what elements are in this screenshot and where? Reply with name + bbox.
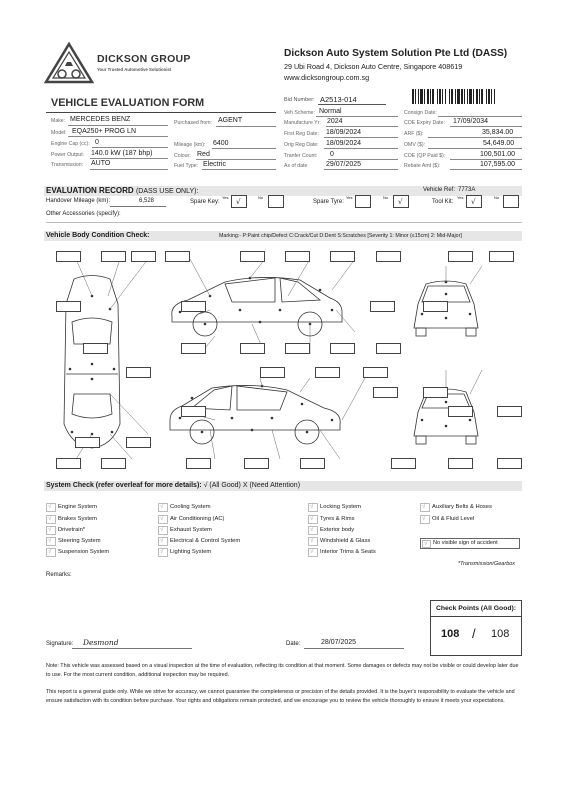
transmission-value: AUTO — [91, 160, 111, 167]
spare-tyre-no-box[interactable] — [393, 195, 409, 208]
system-check-label: Steering System — [58, 538, 101, 544]
damage-mark-box[interactable] — [497, 458, 522, 469]
tool-kit-no-label: No — [494, 195, 500, 200]
system-check-label: Lighting System — [170, 549, 212, 555]
damage-mark-box[interactable] — [131, 251, 156, 262]
damage-mark-box[interactable] — [373, 387, 398, 398]
coe-qp-value: 100,501.00 — [480, 151, 516, 158]
system-check-label: Cooling System — [170, 504, 211, 510]
manufacture-value: 2024 — [327, 118, 343, 125]
system-check-label: Brakes System — [58, 516, 97, 522]
company-name: Dickson Auto System Solution Pte Ltd (DASS) — [284, 48, 508, 59]
engine-value: 0 — [95, 139, 99, 146]
manufacture-label: Manufacture Yr: — [284, 120, 321, 126]
damage-mark-box[interactable] — [75, 437, 100, 448]
accident-box — [420, 538, 520, 549]
fuel-value: Electric — [203, 161, 226, 168]
system-check-checkbox[interactable] — [158, 515, 168, 524]
system-check-checkbox[interactable] — [158, 537, 168, 546]
system-check-tick: √ — [48, 503, 52, 510]
damage-mark-box[interactable] — [126, 437, 151, 448]
signature-value: Desmond — [83, 638, 119, 647]
rebate-label: Rebate Amt ($): — [404, 163, 441, 169]
omv-label: OMV ($): — [404, 142, 426, 148]
checkpoints-total: 108 — [491, 628, 510, 640]
damage-mark-box[interactable] — [315, 367, 340, 378]
system-check-tick: √ — [160, 548, 164, 555]
system-check-checkbox[interactable] — [46, 537, 56, 546]
system-check-tick: √ — [310, 537, 314, 544]
system-check-title: System Check (refer overleaf for more details): √ (All Good) X (Need Attention) — [46, 482, 301, 489]
as-of-value: 29/07/2025 — [326, 161, 362, 168]
remarks-label: Remarks: — [46, 572, 72, 578]
form-title: VEHICLE EVALUATION FORM — [51, 97, 205, 109]
damage-mark-box[interactable] — [240, 343, 265, 354]
damage-mark-box[interactable] — [56, 458, 81, 469]
system-check-label: Air Conditioning (AC) — [170, 516, 225, 522]
system-check-tick: √ — [310, 503, 314, 510]
coe-expiry-label: COE Expiry Date: — [404, 120, 445, 126]
damage-mark-box[interactable] — [370, 301, 395, 312]
power-label: Power Output: — [51, 152, 85, 158]
first-reg-value: 18/09/2024 — [326, 129, 362, 136]
transmission-footnote: *Transmission/Gearbox — [458, 561, 516, 567]
system-check-tick: √ — [160, 526, 164, 533]
system-check-checkbox[interactable] — [158, 503, 168, 512]
damage-mark-box[interactable] — [448, 251, 473, 262]
damage-mark-box[interactable] — [56, 251, 81, 262]
company-website: www.dicksongroup.com.sg — [284, 73, 370, 82]
system-check-tick: √ — [160, 503, 164, 510]
car-body-diagram — [40, 244, 525, 474]
system-check-label: Auxiliary Belts & Hoses — [432, 504, 492, 510]
damage-mark-box[interactable] — [376, 343, 401, 354]
damage-mark-box[interactable] — [497, 406, 522, 417]
mileage-label: Mileage (km): — [174, 142, 206, 148]
damage-mark-box[interactable] — [448, 406, 473, 417]
tool-kit-label: Tool Kit: — [432, 199, 454, 205]
barcode — [412, 89, 524, 104]
spare-tyre-no-label: No — [383, 195, 389, 200]
marking-legend: Marking:- P:Paint chip/Defect C:Crack/Cut D:Dent S:Scratches [Severity 1: Minor (≤15cm) 2: Mid-Major] — [219, 233, 462, 239]
damage-mark-box[interactable] — [285, 251, 310, 262]
system-check-checkbox[interactable] — [308, 526, 318, 535]
signature-label: Signature: — [46, 641, 74, 647]
system-check-tick: √ — [48, 537, 52, 544]
damage-mark-box[interactable] — [423, 387, 448, 398]
fuel-label: Fuel Type: — [174, 163, 199, 169]
vehicle-ref-value: 7773A — [458, 187, 476, 193]
system-check-label: Oil & Fluid Level — [432, 516, 475, 522]
arf-label: ARF ($): — [404, 131, 424, 137]
bid-value: A2513-014 — [320, 95, 357, 104]
tool-kit-yes-label: Yes — [457, 195, 464, 200]
damage-mark-box[interactable] — [240, 251, 265, 262]
system-check-checkbox[interactable] — [308, 515, 318, 524]
system-check-label: Exterior body — [320, 527, 355, 533]
system-check-tick: √ — [310, 526, 314, 533]
system-check-tick: √ — [160, 515, 164, 522]
spare-key-yes-label: Yes — [222, 195, 229, 200]
veh-scheme-value: Normal — [319, 108, 342, 115]
system-check-tick: √ — [48, 548, 52, 555]
system-check-checkbox[interactable] — [420, 503, 430, 512]
consign-label: Consign Date: — [404, 110, 437, 116]
damage-mark-box[interactable] — [423, 301, 448, 312]
damage-mark-box[interactable] — [285, 343, 310, 354]
power-value: 140.0 kW (187 bhp) — [91, 150, 153, 157]
company-logo — [44, 42, 94, 84]
system-check-label: Suspension System — [58, 549, 110, 555]
veh-scheme-label: Veh Scheme: — [284, 110, 315, 116]
damage-mark-box[interactable] — [186, 458, 211, 469]
damage-mark-box[interactable] — [489, 251, 514, 262]
as-of-label: As of date — [284, 163, 308, 169]
system-check-tick: √ — [48, 526, 52, 533]
spare-tyre-yes-label: Yes — [346, 195, 353, 200]
system-check-checkbox[interactable] — [308, 537, 318, 546]
system-check-checkbox[interactable] — [46, 503, 56, 512]
vehicle-ref-label: Vehicle Ref: — [423, 187, 456, 193]
system-check-checkbox[interactable] — [158, 526, 168, 535]
system-check-checkbox[interactable] — [420, 515, 430, 524]
system-check-label: Locking System — [320, 504, 361, 510]
handover-value: 6,528 — [139, 198, 155, 204]
body-check-title: Vehicle Body Condition Check: — [46, 232, 150, 239]
system-check-label: Windshield & Glass — [320, 538, 371, 544]
damage-mark-box[interactable] — [376, 251, 401, 262]
purchased-label: Purchased from: — [174, 120, 213, 126]
spare-tyre-yes-box[interactable] — [355, 195, 371, 208]
transfer-label: Tranfer Count: — [284, 153, 318, 159]
spare-tyre-no-tick: √ — [398, 197, 403, 206]
system-check-checkbox[interactable] — [46, 526, 56, 535]
model-value: EQA250+ PROG LN — [72, 128, 137, 135]
damage-mark-box[interactable] — [56, 301, 81, 312]
make-label: Make: — [51, 118, 66, 124]
damage-mark-box[interactable] — [165, 251, 190, 262]
system-check-label: Tyres & Rims — [320, 516, 355, 522]
date-label: Date: — [286, 641, 301, 647]
engine-label: Engine Cap (cc): — [51, 141, 90, 147]
system-check-tick: √ — [422, 503, 426, 510]
damage-mark-box[interactable] — [330, 343, 355, 354]
brand-name: DICKSON GROUP — [97, 53, 191, 65]
accident-text: No visible sign of accident — [433, 540, 498, 546]
damage-mark-box[interactable] — [363, 367, 388, 378]
rebate-value: 107,595.00 — [480, 161, 516, 168]
purchased-value: AGENT — [218, 117, 243, 124]
system-check-tick: √ — [310, 515, 314, 522]
coe-expiry-value: 17/09/2034 — [453, 118, 489, 125]
damage-mark-box[interactable] — [391, 458, 416, 469]
evaluation-title: EVALUATION RECORD (DASS USE ONLY): — [46, 186, 199, 195]
damage-mark-box[interactable] — [244, 458, 269, 469]
system-check-checkbox[interactable] — [158, 548, 168, 557]
spare-key-label: Spare Key: — [190, 199, 220, 205]
system-check-tick: √ — [422, 515, 426, 522]
damage-mark-box[interactable] — [300, 458, 325, 469]
damage-mark-box[interactable] — [181, 343, 206, 354]
bid-label: Bid Number: — [284, 97, 315, 103]
transmission-label: Transmission: — [51, 162, 84, 168]
damage-mark-box[interactable] — [83, 343, 108, 354]
system-check-tick: √ — [310, 548, 314, 555]
checkpoints-box — [430, 600, 522, 656]
system-check-checkbox[interactable] — [46, 548, 56, 557]
damage-mark-box[interactable] — [260, 367, 285, 378]
tool-kit-yes-box[interactable] — [466, 195, 482, 208]
note-disclaimer: This report is a general guide only. While we strive for accuracy, we cannot guarantee the completeness or precision of the details provided. It is the buyer's responsibility to evaluate the vehicle and ensure satisfaction with its condition before purchase. Your rights and obligations remain protected, and we encourage you to review the vehicle thoroughly to ensure it meets your expectations. — [46, 689, 515, 704]
coe-qp-label: COE (QP Paid $): — [404, 153, 446, 159]
handover-label: Handover Mileage (km): — [46, 198, 111, 204]
damage-mark-box[interactable] — [330, 251, 355, 262]
spare-key-no-label: No — [258, 195, 264, 200]
spare-tyre-label: Spare Tyre: — [313, 199, 344, 205]
damage-mark-box[interactable] — [126, 367, 151, 378]
checkpoints-slash: / — [472, 626, 476, 641]
system-check-checkbox[interactable] — [308, 503, 318, 512]
system-check-tick: √ — [48, 515, 52, 522]
damage-mark-box[interactable] — [181, 301, 206, 312]
company-address: 29 Ubi Road 4, Dickson Auto Centre, Singapore 408619 — [284, 62, 463, 71]
system-check-tick: √ — [160, 537, 164, 544]
orig-reg-value: 18/09/2024 — [326, 140, 362, 147]
colour-label: Colour: — [174, 153, 191, 159]
system-check-label: Drivetrain* — [58, 527, 86, 533]
brand-tagline: Your Trusted Automotive Solutionist — [97, 67, 172, 72]
spare-key-yes-box[interactable] — [231, 195, 247, 208]
make-value: MERCEDES BENZ — [70, 116, 131, 123]
tool-kit-yes-tick: √ — [471, 197, 476, 206]
system-check-checkbox[interactable] — [46, 515, 56, 524]
damage-mark-box[interactable] — [101, 251, 126, 262]
system-check-label: Electrical & Control System — [170, 538, 241, 544]
tool-kit-no-box[interactable] — [503, 195, 519, 208]
model-label: Model: — [51, 130, 67, 136]
omv-value: 54,649.00 — [483, 140, 515, 147]
accessories-label: Other Accessories (specify): — [46, 211, 121, 217]
transfer-value: 0 — [330, 151, 334, 158]
damage-mark-box[interactable] — [181, 406, 206, 417]
damage-mark-box[interactable] — [448, 458, 473, 469]
mileage-value: 6400 — [213, 140, 229, 147]
arf-value: 35,834.00 — [482, 129, 514, 136]
spare-key-no-box[interactable] — [268, 195, 284, 208]
checkpoints-label: Check Points (All Good): — [431, 601, 521, 617]
date-value: 28/07/2025 — [321, 639, 357, 646]
colour-value: Red — [197, 151, 210, 158]
accident-tick: √ — [424, 540, 428, 547]
system-check-label: Interior Trims & Seats — [320, 549, 376, 555]
orig-reg-label: Orig Reg Date: — [284, 142, 319, 148]
note-inspection: Note: This vehicle was assessed based on a visual inspection at the time of evaluation, reflecting its condition at that moment. Some damages or defects may not be visible or could develop later due to use. For the most current condition, additional inspection may be required. — [46, 663, 519, 678]
first-reg-label: First Reg Date: — [284, 131, 319, 137]
checkpoints-score: 108 — [441, 628, 460, 640]
system-check-checkbox[interactable] — [308, 548, 318, 557]
spare-key-yes-tick: √ — [236, 197, 241, 206]
damage-mark-box[interactable] — [101, 458, 126, 469]
system-check-label: Exhaust System — [170, 527, 212, 533]
system-check-label: Engine System — [58, 504, 97, 510]
accident-checkbox[interactable] — [422, 540, 431, 548]
